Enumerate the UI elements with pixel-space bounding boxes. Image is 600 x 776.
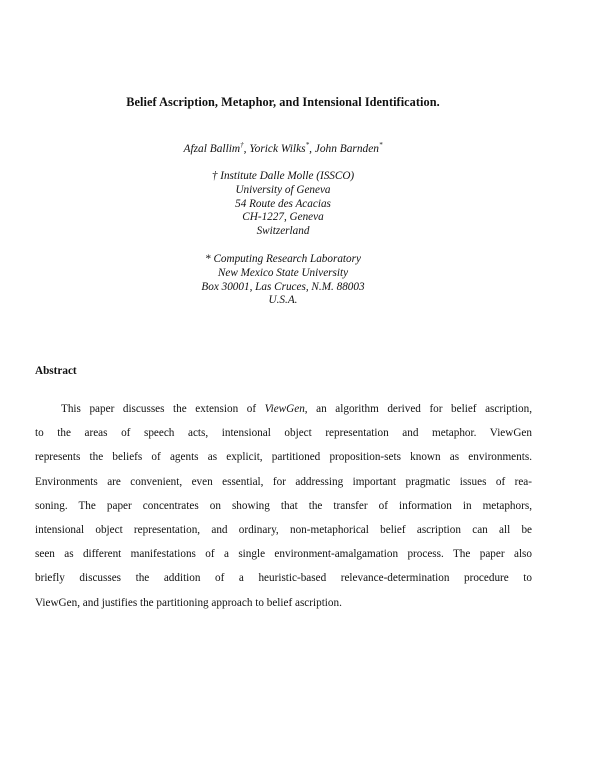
abstract-line: to the areas of speech acts, intensional object representation and metaphor. ViewGen bbox=[35, 427, 532, 440]
abstract-line: This paper discusses the extension of ViewGen, an algorithm derived for belief ascription, bbox=[61, 403, 532, 415]
affiliation-issco bbox=[0, 170, 566, 239]
affiliation-line: New Mexico State University bbox=[217, 266, 349, 279]
abstract-line: seen as different manifestations of a single environment-amalgamation process. The paper also bbox=[35, 548, 532, 561]
author-barnden: John Barnden bbox=[314, 143, 379, 155]
affiliation-mark: * bbox=[305, 141, 310, 149]
affiliation-line: U.S.A. bbox=[268, 294, 298, 307]
abstract-line: represents the beliefs of agents as explicit, partitioned proposition-sets known as environments. bbox=[35, 451, 532, 464]
author-ballim: Afzal Ballim bbox=[183, 143, 241, 155]
affiliation-crl bbox=[0, 253, 566, 308]
abstract-line: briefly discusses the addition of a heuristic-based relevance-determination procedure to bbox=[35, 572, 532, 585]
abstract-body bbox=[35, 397, 532, 615]
affiliation-line: 54 Route des Acacias bbox=[235, 197, 331, 210]
affiliation-mark: * bbox=[378, 141, 383, 149]
affiliation-line: * Computing Research Laboratory bbox=[205, 253, 361, 265]
abstract-line: Environments are convenient, even essential, for addressing important pragmatic issues of rea- bbox=[35, 475, 532, 488]
abstract-line: intensional object representation, and ordinary, non-metaphorical belief ascription can all be bbox=[35, 523, 532, 536]
abstract-line: ViewGen, and justifies the partitioning approach to belief ascription. bbox=[35, 596, 342, 609]
affiliation-line: Box 30001, Las Cruces, N.M. 88003 bbox=[201, 280, 365, 293]
affiliation-line: CH-1227, Geneva bbox=[242, 211, 324, 224]
affiliation-line: † Institute Dalle Molle (ISSCO) bbox=[211, 170, 355, 182]
abstract-heading: Abstract bbox=[35, 365, 77, 377]
author-wilks: Yorick Wilks bbox=[249, 143, 306, 155]
affiliation-line: University of Geneva bbox=[235, 183, 331, 196]
author-list: Afzal Ballim†, Yorick Wilks*, John Barnden* bbox=[183, 141, 383, 155]
affiliation-mark: † bbox=[240, 141, 244, 149]
paper-title: Belief Ascription, Metaphor, and Intensional Identification. bbox=[126, 95, 440, 109]
abstract-line: soning. The paper concentrates on showing that the transfer of information in metaphors, bbox=[35, 499, 532, 512]
viewgen-term: ViewGen bbox=[264, 403, 305, 415]
affiliation-line: Switzerland bbox=[256, 225, 310, 238]
